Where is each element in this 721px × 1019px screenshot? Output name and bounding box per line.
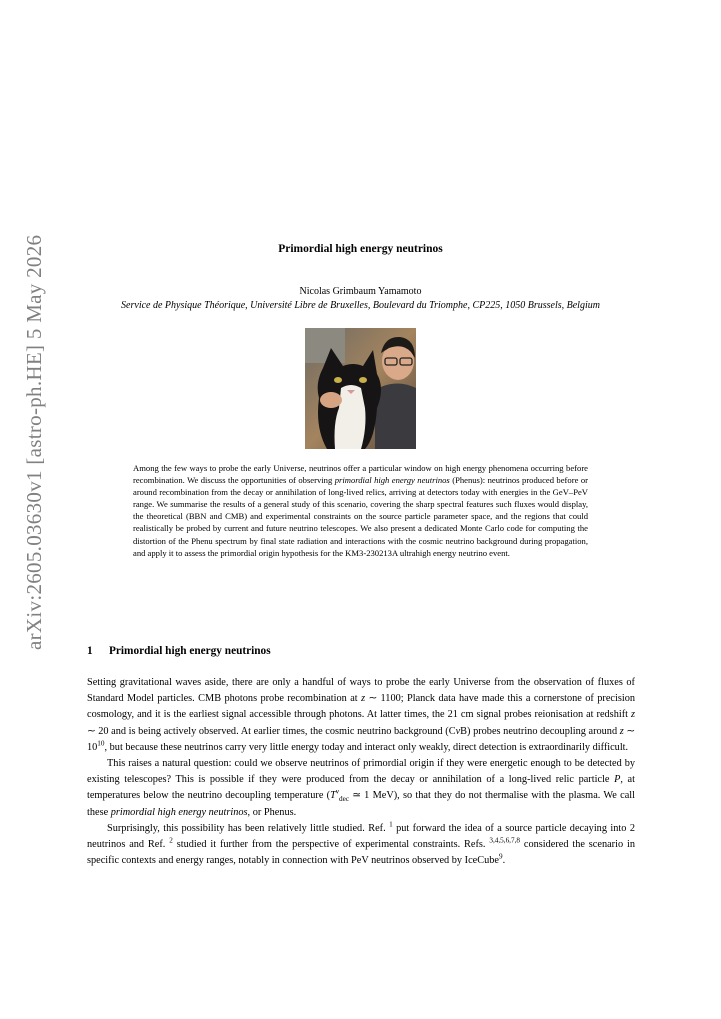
author-name: Nicolas Grimbaum Yamamoto	[299, 286, 422, 297]
text-run: studied it further from the perspective of experimental constraints. Refs.	[172, 839, 490, 851]
abstract	[133, 462, 588, 559]
text-run: primordial high energy neutrinos	[110, 806, 248, 818]
text-run: ∼ 10	[87, 725, 636, 753]
text-run: , but because these neutrinos carry very little energy today and interact only weakly, direct detection is extraordinarily difficult.	[104, 741, 629, 753]
text-run: T	[330, 790, 336, 802]
author-affiliation: Service de Physique Théorique, Université Libre de Bruxelles, Boulevard du Triomphe, CP225, 1050 Brussels, Belgium	[121, 300, 600, 311]
text-run: put forward the idea of a source particle decaying into 2 neutrinos and Ref.	[87, 822, 635, 851]
author-photo	[305, 328, 416, 449]
abstract-run: (Phenus): neutrinos produced before or around recombination from the decay or annihilation of long-lived relics, arriving at detectors today with energies in the GeV–PeV range. We summarise the results of a general study of this scenario, covering the sharp spectral features such fluxes would display, the theoretical (BBN and CMB) and experimental constraints on the source particle parameter space, and the regions that could realistically be probed by current and future neutrino telescopes. We also present a dedicated Monte Carlo code for computing the distortion of the Phenu spectrum by final state radiation and interactions with the cosmic neutrino background during propagation, and apply it to assess the primordial origin hypothesis for the KM3-230213A ultrahigh energy neutrino event.	[133, 475, 588, 558]
text-run: ∼ 20 and is being actively observed. At earlier times, the cosmic neutrino background (C	[87, 725, 456, 737]
citation-superscript: ν	[335, 788, 340, 796]
text-run: z	[361, 693, 366, 705]
arxiv-identifier-stamp: arXiv:2605.03630v1 [astro-ph.HE] 5 May 2026	[22, 234, 46, 650]
body-paragraph	[87, 675, 635, 756]
text-run: B) probes neutrino decoupling around	[460, 725, 620, 737]
text-run: Surprisingly, this possibility has been relatively little studied. Ref.	[107, 822, 390, 834]
section-heading	[87, 645, 271, 657]
text-run: This raises a natural question: could we observe neutrinos of primordial origin if they were energetic enough to be detected by existing telescopes? This is possible if they were produced from the decay or annihilation of a long-lived relic particle	[87, 758, 635, 786]
abstract-run: Among the few ways to probe the early Universe, neutrinos offer a particular window on high energy phenomena occurring before recombination. We discuss the opportunities of observing	[133, 463, 588, 486]
citation-superscript: 1	[389, 820, 393, 829]
text-run: Setting gravitational waves aside, there are only a handful of ways to probe the early Universe from the observation of fluxes of Standard Model particles. CMB photons probe recombination at	[87, 677, 635, 705]
paper-title: Primordial high energy neutrinos	[278, 243, 443, 255]
text-run: z	[619, 725, 624, 737]
text-run: considered the scenario in specific contexts and energy ranges, notably in connection with PeV neutrinos observed by IceCube	[87, 839, 635, 867]
text-run: ∼ 1100; Planck data have made this a cornerstone of precision cosmology, and it is the earliest signal accessible through photons. At latter times, the 21 cm signal probes reionisation at redshift	[87, 693, 635, 721]
text-run: z	[630, 709, 635, 721]
text-run: , at temperatures below the neutrino decoupling temperature (	[87, 774, 635, 802]
text-run: , or Phenus.	[247, 806, 297, 818]
text-run: P	[614, 774, 621, 786]
body-paragraph	[87, 756, 635, 821]
body-paragraph	[87, 821, 635, 870]
subscript: dec	[339, 795, 350, 804]
section-body	[87, 675, 635, 869]
citation-superscript: 3,4,5,6,7,8	[489, 836, 520, 845]
abstract-run: primordial high energy neutrinos	[334, 475, 450, 486]
citation-superscript: 2	[169, 836, 173, 845]
author-with-cat-photo-icon	[305, 328, 416, 449]
text-run: ≃ 1 MeV), so that they do not thermalise with the plasma. We call these	[87, 790, 635, 818]
text-run: ν	[455, 725, 461, 737]
section-title: Primordial high energy neutrinos	[109, 645, 271, 657]
citation-superscript: 9	[498, 852, 503, 861]
section-number: 1	[87, 645, 93, 657]
citation-superscript: 10	[97, 739, 105, 748]
text-run: .	[502, 855, 506, 867]
